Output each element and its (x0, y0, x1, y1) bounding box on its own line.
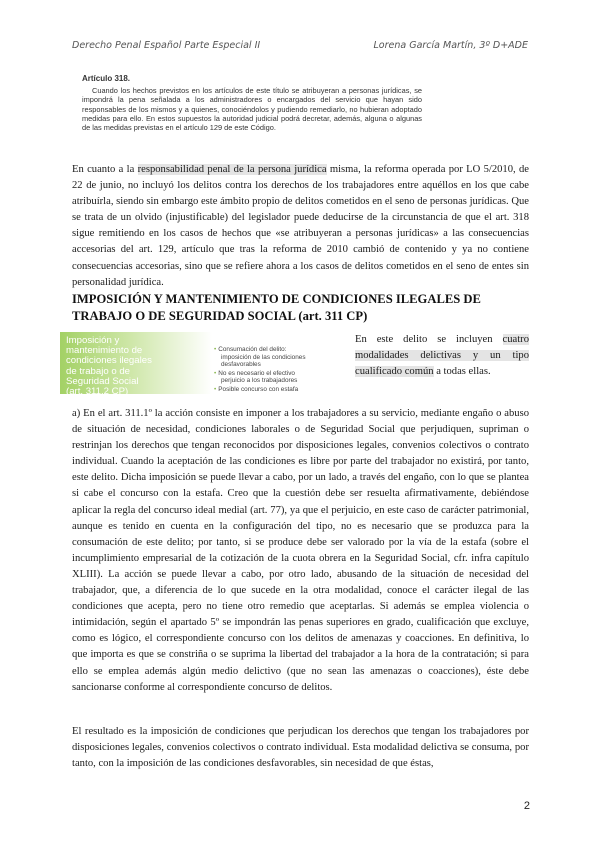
para1-after: misma, la reforma operada por LO 5/2010, de 22 de junio, no incluyó los delitos contra los derechos de los trabajadores entre aquéllos en los que cabe atribuírla, siendo sin embargo este ámbito propio de delitos cometidos en el seno de personas jurídicas. Que se trata de un olvido (injustificable) del legislador puede deducirse de la circunstancia de que el art. 318 sigue remitiendo en los casos de hechos que «se atribuyeran a personas jurídicas» a las consecuencias accesorias del art. 129, artículo que tras la reforma de 2010 cambió de contenido y ya no contiene consecuencias accesorias, sino que se refiere ahora a los casos de delitos cometidos en el seno de entes sin personalidad jurídica. (72, 164, 529, 288)
bullet-text: imposición de las condiciones (221, 353, 306, 361)
paragraph-result: El resultado es la imposición de condiciones que perjudican los derechos que tengan los trabajadores por disposiciones legales, convenios colectivos o contrato individual. Esta modalidad delictiva se consuma, por tanto, con la imposición de las condiciones desfavorables, sin necesidad de que éstas, (72, 726, 529, 770)
diagram-title-line: (art. 311.2 CP) (66, 386, 129, 398)
diagram-title-line: mantenimiento de (66, 345, 143, 357)
diagram-title-block (60, 332, 212, 398)
para1-before: En cuanto a la (72, 164, 138, 175)
bullet-dot-icon: • (214, 369, 217, 377)
side-note-after: a todas ellas. (433, 366, 491, 378)
para1-highlight: responsabilidad penal de la persona jurídica (137, 164, 327, 175)
section-title: IMPOSICIÓN Y MANTENIMIENTO DE CONDICIONES ILEGALES DE TRABAJO O DE SEGURIDAD SOCIAL (art. 311 CP) (72, 292, 481, 323)
article-318-quote (82, 74, 422, 132)
diagram-title-line: de trabajo o de (66, 365, 131, 377)
bullet-dot-icon: • (214, 346, 217, 353)
diagram-bullet (214, 386, 344, 394)
diagram-title-line: Seguridad Social (66, 375, 139, 387)
diagram-title-line: condiciones ilegales (66, 355, 152, 367)
side-note-highlight: cuatro modalidades delictivas y un tipo cualificado común (355, 334, 529, 378)
bullet-text: desfavorables (221, 361, 261, 369)
diagram-bullet (214, 346, 344, 369)
bullet-text: perjuicio a los trabajadores (221, 377, 298, 385)
quote-text: Cuando los hechos previstos en los artículos de este título se atribuyeran a personas jurídicas, se impondrá la pena señalada a los administradores o encargados del servicio que hayan sido responsables de los mismos y a quienes, conociéndolos y pudiendo remediarlo, no hubieran adoptado medidas para ello. En estos supuestos la autoridad judicial podrá decretar, además, alguna o algunas de las medidas previstas en el artículo 129 de este Código. (82, 86, 422, 133)
diagram-bullet (214, 370, 344, 385)
paragraph-311-1: a) En el art. 311.1º la acción consiste en imponer a los trabajadores a su servicio, mediante engaño o abuso de situación de necesidad, condiciones laborales o de Seguridad Social que perjudiquen, supriman o restrinjan los derechos que tengan reconocidos por disposiciones legales, convenios colectivos o contrato individual. Cuando la aceptación de las condiciones es libre por parte del trabajador no existirá, por tanto, este delito. Dicha imposición se puede llevar a cabo, por un lado, a través del engaño, con lo que se plantea si cabe el concurso con la estafa. Creo que la cuestión debe ser resuelta afirmativamente, debiéndose aplicar la regla del concurso ideal medial (art. 77), ya que el perjuicio, en este caso de carácter patrimonial, aunque es tenido en cuenta en la configuración del tipo, no es necesario que se produzca para la consumación de este delito; por tanto, si se produce debe ser valorado por la vía de la estafa (sobre el incumplimiento empresarial de la cotización de la cuota obrera en la Seguridad Social, cfr. infra capítulo XLIII). La acción se puede llevar a cabo, por otro lado, abusando de la situación de necesidad del trabajador, que, a diferencia de lo que sucede en la otra modalidad, conoce el carácter ilegal de las condiciones que acepta, pero no tiene otro remedio que aceptarlas. Si además se emplea violencia o intimidación, según el apartado 5º se impondrán las penas superiores en grado, cualificación que excluye, como es lógico, el correspondiente concurso con los delitos de amenazas y coacciones. En definitiva, lo que importa es que se constriña o se suprima la libertad del trabajador a la hora de la contratación; si para ello se emplea además algún medio delictivo (que no sean las amenazas o coacciones), éste debe sancionarse conforme al correspondiente concurso de delitos. (72, 408, 529, 693)
side-note-modalities (355, 332, 529, 380)
side-note-before: En este delito se incluyen (355, 334, 503, 345)
bullet-text: No es necesario el efectivo (218, 369, 295, 377)
bullet-text: Posible concurso con estafa (218, 385, 299, 393)
bullet-dot-icon: • (214, 385, 217, 393)
summary-diagram (60, 332, 342, 398)
paragraph-legal-person-liability (72, 162, 529, 291)
header-course-title: Derecho Penal Español Parte Especial II (72, 40, 261, 51)
page-number: 2 (523, 800, 530, 812)
bullet-text: Consumación del delito: (218, 346, 287, 353)
diagram-title-line: Imposición y (66, 335, 120, 346)
quote-title: Artículo 318. (82, 74, 131, 83)
header-author: Lorena García Martín, 3º D+ADE (373, 40, 528, 51)
diagram-bullets (214, 346, 344, 395)
